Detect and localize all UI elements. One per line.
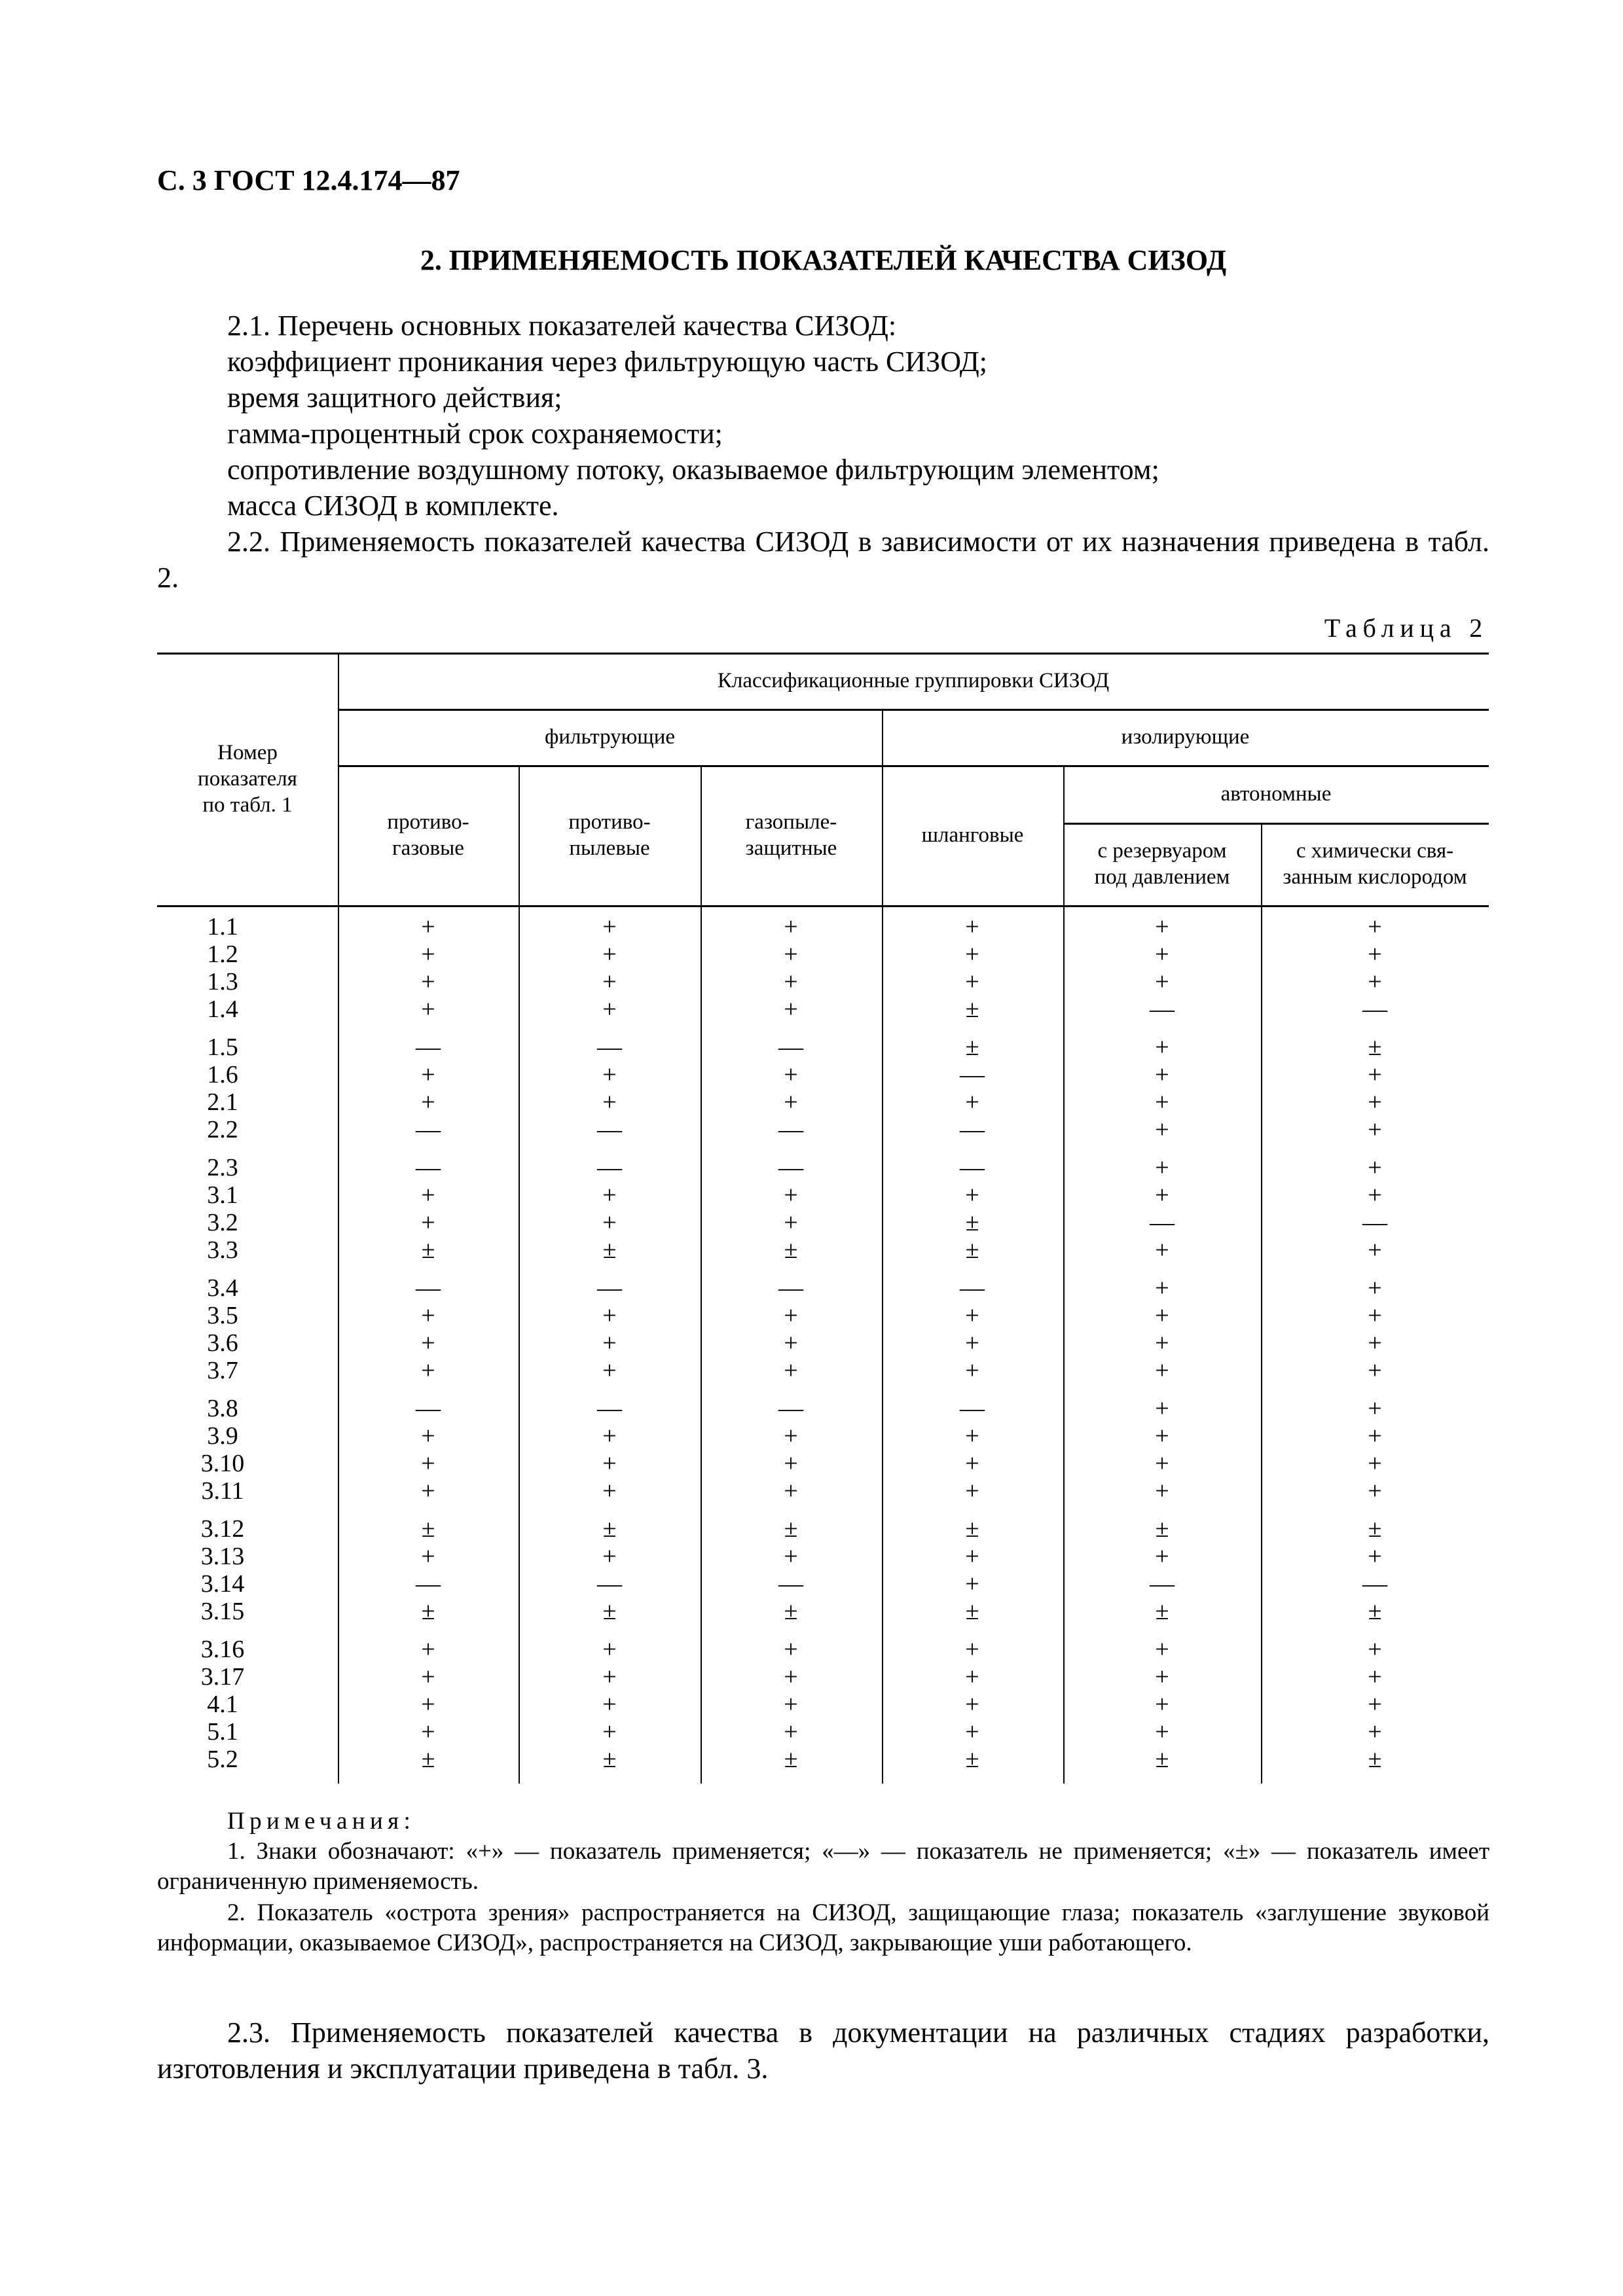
list-item: время защитного действия; (227, 382, 562, 414)
table-cell: + (602, 1209, 617, 1236)
row-number: 3.8 (207, 1395, 238, 1422)
row-number: 3.9 (207, 1422, 238, 1450)
table-cell: — (778, 1116, 803, 1143)
table-cell: ± (1368, 1033, 1382, 1061)
row-number: 3.5 (207, 1302, 238, 1329)
table-cell: + (965, 1691, 979, 1718)
header-text: газовые (392, 836, 464, 860)
table-cell: — (416, 1274, 441, 1302)
table-cell: — (778, 1154, 803, 1181)
header-text: противо- (568, 810, 651, 834)
table-cell: + (421, 1302, 435, 1329)
row-number-header (157, 653, 338, 905)
table-cell: + (784, 1302, 798, 1329)
table-cell: + (965, 1636, 979, 1663)
table-cell: + (1368, 1181, 1382, 1209)
table-cell: + (421, 1181, 435, 1209)
table-cell: + (1155, 1691, 1169, 1718)
notes-title: Примечания: (227, 1808, 416, 1835)
table-cell: + (1155, 1274, 1169, 1302)
row-number: 3.10 (200, 1450, 245, 1477)
row-number: 3.12 (200, 1515, 245, 1543)
table-cell: + (1155, 1422, 1169, 1450)
table-cell: + (1368, 968, 1382, 996)
table-cell: + (1368, 1691, 1382, 1718)
table-cell: + (1368, 1088, 1382, 1116)
table-cell: + (965, 1181, 979, 1209)
table-cell: — (778, 1033, 803, 1061)
table-cell: ± (602, 1515, 617, 1543)
table-cell: + (421, 1357, 435, 1384)
table-cell: + (1155, 1477, 1169, 1505)
table-cell: + (421, 1636, 435, 1663)
table-cell: + (1368, 1663, 1382, 1691)
row-number: 3.13 (200, 1543, 245, 1570)
table-cell: + (1155, 1543, 1169, 1570)
table-cell: + (1155, 1718, 1169, 1746)
table-cell: + (1155, 1236, 1169, 1264)
table-cell: + (421, 1209, 435, 1236)
table-cell: ± (965, 996, 979, 1023)
table-cell: + (1368, 1154, 1382, 1181)
table-cell: — (1150, 1570, 1175, 1598)
row-number: 3.4 (207, 1274, 238, 1302)
table-cell: + (1155, 968, 1169, 996)
table-cell: + (421, 1663, 435, 1691)
table-cell: ± (1368, 1746, 1382, 1773)
table-cell: ± (784, 1598, 798, 1625)
table-cell: + (421, 1718, 435, 1746)
table-cell: + (1155, 1395, 1169, 1422)
table-cell: + (1155, 1033, 1169, 1061)
table-cell: ± (784, 1746, 798, 1773)
table-cell: + (965, 1302, 979, 1329)
row-number: 1.1 (207, 913, 238, 941)
table-cell: + (1368, 1543, 1382, 1570)
table-cell: — (1362, 1570, 1387, 1598)
table-cell: ± (421, 1236, 435, 1264)
table-cell: — (597, 1395, 622, 1422)
header-text: по табл. 1 (202, 793, 293, 817)
table-cell: — (778, 1395, 803, 1422)
table-cell: + (421, 1088, 435, 1116)
table-cell: + (602, 1302, 617, 1329)
table-cell: + (1155, 1116, 1169, 1143)
table-cell: — (416, 1116, 441, 1143)
table-cell: — (1362, 1209, 1387, 1236)
table-cell: + (421, 968, 435, 996)
chemical-column-header (1261, 823, 1489, 905)
list-item: масса СИЗОД в комплекте. (227, 490, 559, 522)
table-cell: + (965, 1570, 979, 1598)
table-cell: + (784, 1329, 798, 1357)
paragraph-2-1: 2.1. Перечень основных показателей качества СИЗОД: (227, 310, 897, 342)
document-header-reference: С. 3 ГОСТ 12.4.174—87 (157, 164, 460, 196)
table-cell: + (1368, 1477, 1382, 1505)
table-cell: + (602, 913, 617, 941)
table-cell: + (1155, 1088, 1169, 1116)
table-cell: + (784, 1422, 798, 1450)
table-cell: ± (784, 1236, 798, 1264)
row-number: 3.2 (207, 1209, 238, 1236)
table-cell: ± (965, 1236, 979, 1264)
table-cell: + (965, 1718, 979, 1746)
table-cell: + (965, 1543, 979, 1570)
table-header-rule (157, 905, 1489, 907)
table-cell: + (602, 968, 617, 996)
table-cell: + (1368, 1061, 1382, 1088)
table-cell: + (1368, 1450, 1382, 1477)
table-cell: — (1150, 1209, 1175, 1236)
table-cell: — (597, 1033, 622, 1061)
table-cell: + (965, 1088, 979, 1116)
table-cell: + (1155, 1061, 1169, 1088)
table-cell: + (1368, 1274, 1382, 1302)
table-cell: + (1155, 1302, 1169, 1329)
table-cell: ± (965, 1598, 979, 1625)
table-cell: — (960, 1395, 985, 1422)
table-cell: + (421, 913, 435, 941)
table-cell: + (1155, 1636, 1169, 1663)
list-item: сопротивление воздушному потоку, оказываемое фильтрующим элементом; (227, 454, 1159, 486)
table-cell: + (602, 1061, 617, 1088)
header-text: Номер (217, 741, 278, 764)
header-text: пылевые (569, 836, 650, 860)
row-number: 4.1 (207, 1691, 238, 1718)
table-cell: + (602, 1450, 617, 1477)
table-column-rule (701, 765, 702, 1784)
row-number: 3.6 (207, 1329, 238, 1357)
header-text: противо- (387, 810, 469, 834)
table-cell: + (602, 1181, 617, 1209)
table-cell: + (602, 1329, 617, 1357)
table-cell: + (784, 1691, 798, 1718)
table-cell: + (784, 1181, 798, 1209)
table-cell: + (1155, 1663, 1169, 1691)
table-cell: — (597, 1570, 622, 1598)
gasdust-column-header (701, 765, 882, 905)
table-cell: + (421, 1329, 435, 1357)
table-cell: + (602, 1718, 617, 1746)
table-cell: — (416, 1033, 441, 1061)
row-number: 2.1 (207, 1088, 238, 1116)
table-cell: + (965, 968, 979, 996)
table-cell: + (784, 996, 798, 1023)
table-cell: + (602, 1422, 617, 1450)
header-text: газопыле- (745, 810, 837, 834)
table-cell: + (1368, 1357, 1382, 1384)
table-cell: ± (965, 1515, 979, 1543)
filtering-header: фильтрующие (544, 725, 676, 749)
table-cell: ± (1368, 1598, 1382, 1625)
table-cell: + (1155, 913, 1169, 941)
hose-column-header: шланговые (921, 823, 1024, 847)
table-cell: + (784, 1718, 798, 1746)
pressure-column-header (1063, 823, 1261, 905)
table-cell: + (1155, 1329, 1169, 1357)
row-number: 1.3 (207, 968, 238, 996)
row-number: 3.14 (200, 1570, 245, 1598)
table-cell: — (960, 1154, 985, 1181)
row-number: 2.3 (207, 1154, 238, 1181)
table-cell: + (1368, 913, 1382, 941)
table-cell: — (597, 1116, 622, 1143)
table-cell: + (784, 1209, 798, 1236)
table-cell: ± (965, 1209, 979, 1236)
table-cell: + (1368, 1329, 1382, 1357)
table-cell: + (784, 1357, 798, 1384)
header-text: защитные (745, 836, 837, 860)
table-cell: + (602, 996, 617, 1023)
row-number: 3.17 (200, 1663, 245, 1691)
table-cell: ± (421, 1598, 435, 1625)
section-title: 2. ПРИМЕНЯЕМОСТЬ ПОКАЗАТЕЛЕЙ КАЧЕСТВА СИЗОД (420, 244, 1227, 276)
table-cell: + (784, 1543, 798, 1570)
table-cell: + (602, 1357, 617, 1384)
table-cell: + (602, 1543, 617, 1570)
row-number: 2.2 (207, 1116, 238, 1143)
table-cell: + (965, 1422, 979, 1450)
table-column-rule (519, 765, 520, 1784)
table-cell: + (602, 1636, 617, 1663)
table-cell: + (784, 941, 798, 968)
table-cell: + (1368, 1302, 1382, 1329)
table-cell: + (421, 1422, 435, 1450)
table-cell: + (965, 1357, 979, 1384)
table-cell: + (421, 941, 435, 968)
row-number: 1.5 (207, 1033, 238, 1061)
table-cell: + (1155, 1450, 1169, 1477)
autonomous-header: автономные (1220, 782, 1332, 806)
applicability-table (157, 653, 1489, 1784)
table-cell: ± (784, 1515, 798, 1543)
row-number: 3.16 (200, 1636, 245, 1663)
table-column-rule (1261, 823, 1262, 1784)
table-cell: + (1155, 1181, 1169, 1209)
table-cell: ± (965, 1033, 979, 1061)
table-cell: ± (965, 1746, 979, 1773)
row-number: 5.1 (207, 1718, 238, 1746)
table-cell: + (1368, 1395, 1382, 1422)
table-cell: ± (602, 1746, 617, 1773)
table-cell: + (965, 941, 979, 968)
table-cell: + (602, 1663, 617, 1691)
table-cell: — (778, 1274, 803, 1302)
row-number: 3.11 (201, 1477, 244, 1505)
table-cell: + (784, 913, 798, 941)
table-cell: — (960, 1116, 985, 1143)
row-number: 3.1 (207, 1181, 238, 1209)
note-1: 1. Знаки обозначают: «+» — показатель применяется; «—» — показатель не применяется; «±» — показатель имеет ограниченную применяемость. (157, 1838, 1489, 1895)
table-cell: — (416, 1154, 441, 1181)
table-cell: + (784, 1636, 798, 1663)
table-cell: + (421, 1477, 435, 1505)
table-cell: + (784, 968, 798, 996)
table-cell: ± (1155, 1598, 1169, 1625)
table-cell: + (1368, 941, 1382, 968)
table-cell: + (784, 1663, 798, 1691)
table-cell: — (960, 1061, 985, 1088)
table-cell: + (1368, 1116, 1382, 1143)
table-cell: — (778, 1570, 803, 1598)
table-cell: + (965, 913, 979, 941)
table-cell: ± (1368, 1515, 1382, 1543)
table-cell: + (784, 1061, 798, 1088)
table-cell: + (965, 1663, 979, 1691)
header-text: под давлением (1094, 865, 1230, 889)
table-cell: + (421, 1543, 435, 1570)
table-cell: — (416, 1570, 441, 1598)
gas-column-header (338, 765, 519, 905)
note-2: 2. Показатель «острота зрения» распространяется на СИЗОД, защищающие глаза; показатель «заглушение звуковой информации, оказываемое СИЗОД», распространяется на СИЗОД, закрывающие уши работающего. (157, 1899, 1489, 1956)
row-number: 5.2 (207, 1746, 238, 1773)
table-cell: ± (602, 1598, 617, 1625)
header-text: занным кислородом (1283, 865, 1467, 889)
table-cell: ± (421, 1515, 435, 1543)
row-number: 1.2 (207, 941, 238, 968)
table-cell: + (602, 1477, 617, 1505)
table-cell: + (784, 1088, 798, 1116)
row-number: 1.4 (207, 996, 238, 1023)
table-cell: + (1368, 1236, 1382, 1264)
table-cell: + (965, 1477, 979, 1505)
table-cell: + (1368, 1636, 1382, 1663)
table-cell: ± (1155, 1746, 1169, 1773)
table-cell: + (965, 1450, 979, 1477)
list-item: гамма-процентный срок сохраняемости; (227, 418, 723, 450)
row-number: 1.6 (207, 1061, 238, 1088)
paragraph-2-2: 2.2. Применяемость показателей качества СИЗОД в зависимости от их назначения приведена в табл. 2. (157, 526, 1489, 594)
table-cell: + (602, 1088, 617, 1116)
table-cell: + (421, 1061, 435, 1088)
group-header: Классификационные группировки СИЗОД (717, 669, 1110, 692)
table-cell: ± (602, 1236, 617, 1264)
list-item: коэффициент проникания через фильтрующую часть СИЗОД; (227, 346, 988, 378)
dust-column-header (519, 765, 701, 905)
table-cell: + (784, 1450, 798, 1477)
table-cell: + (965, 1329, 979, 1357)
header-text: показателя (198, 767, 297, 791)
row-number: 3.7 (207, 1357, 238, 1384)
table-cell: ± (421, 1746, 435, 1773)
paragraph-2-3: 2.3. Применяемость показателей качества в документации на различных стадиях разработки, изготовления и эксплуатации приведена в табл. 3. (157, 2017, 1489, 2085)
table-label: Таблица 2 (1324, 613, 1488, 643)
isolating-header: изолирующие (1121, 725, 1250, 749)
row-number: 3.3 (207, 1236, 238, 1264)
table-cell: — (597, 1154, 622, 1181)
table-cell: + (1155, 941, 1169, 968)
table-cell: + (602, 1691, 617, 1718)
table-cell: — (1150, 996, 1175, 1023)
table-cell: — (960, 1274, 985, 1302)
header-text: с резервуаром (1097, 839, 1227, 863)
table-cell: — (416, 1395, 441, 1422)
table-cell: — (1362, 996, 1387, 1023)
table-cell: + (421, 1691, 435, 1718)
table-cell: + (784, 1477, 798, 1505)
row-number: 3.15 (200, 1598, 245, 1625)
table-cell: + (421, 996, 435, 1023)
table-cell: + (1368, 1422, 1382, 1450)
table-cell: + (1155, 1154, 1169, 1181)
table-cell: + (602, 941, 617, 968)
table-column-rule (1063, 765, 1065, 1784)
table-cell: ± (1155, 1515, 1169, 1543)
table-cell: + (1155, 1357, 1169, 1384)
table-cell: + (421, 1450, 435, 1477)
header-text: с химически свя- (1296, 839, 1454, 863)
table-cell: + (1368, 1718, 1382, 1746)
table-cell: — (597, 1274, 622, 1302)
